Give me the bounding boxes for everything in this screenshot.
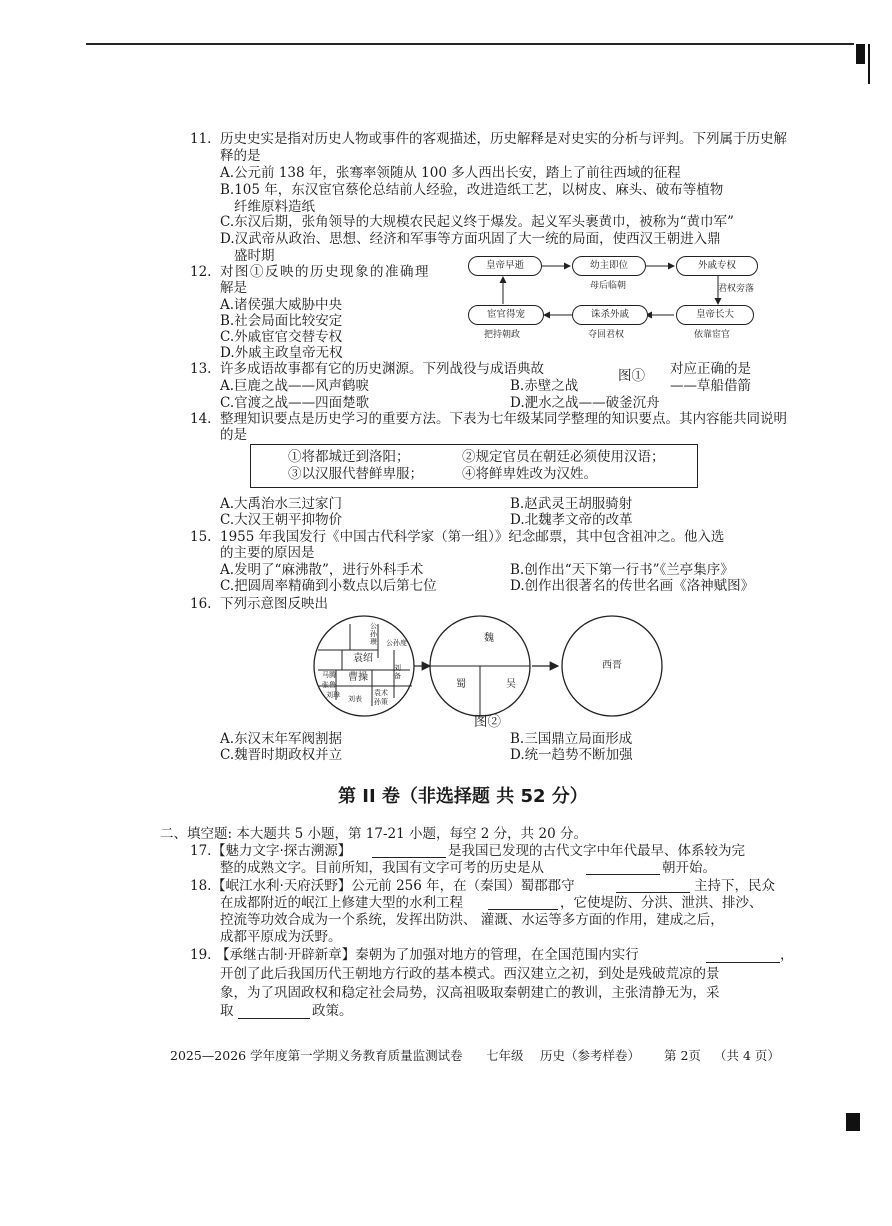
q15-option-c[interactable]: C.把圆周率精确到小数点以后第七位 xyxy=(220,578,437,594)
q14-stem-cont: 的是 xyxy=(220,427,247,443)
figure1-label-regency: 母后临朝 xyxy=(590,281,627,291)
q15-option-d[interactable]: D.创作出很著名的传世名画《洛神赋图》 xyxy=(510,578,755,594)
part2-heading: 二、填空题: 本大题共 5 小题，第 17-21 小题，每空 2 分，共 20 分。 xyxy=(160,826,587,842)
q19-line2: 开创了此后我国历代王朝地方行政的基本模式。西汉建立之初，到处是残破荒凉的景 xyxy=(220,966,720,982)
q18-line1a: 【岷江水利·天府沃野】公元前 256 年，在（秦国）蜀郡郡守 xyxy=(212,878,575,894)
figure2-sunce: 孙策 xyxy=(374,698,388,706)
q18-number: 18. xyxy=(190,878,212,894)
figure1-node-eunuch-favored: 宦官得宠 xyxy=(468,305,544,325)
q16-option-a[interactable]: A.东汉末年军阀割据 xyxy=(220,731,343,747)
q13-option-a[interactable]: A.巨鹿之战——风声鹤唳 xyxy=(220,378,370,394)
registration-mark-top xyxy=(856,44,865,64)
figure2-label: 图② xyxy=(474,714,501,730)
footer-exam-title: 2025—2026 学年度第一学期义务教育质量监测试卷 xyxy=(170,1048,463,1063)
footer-page-number: 第 2页 xyxy=(664,1048,701,1063)
figure2-yuanshao: 袁绍 xyxy=(353,653,373,664)
figure2-liuzhang: 刘璋 xyxy=(326,691,340,699)
figure1-label-power-lost: 君权旁落 xyxy=(718,284,755,294)
q12-option-c[interactable]: C.外戚宦官交替专权 xyxy=(220,329,343,345)
q14-option-c[interactable]: C.大汉王朝平抑物价 xyxy=(220,512,343,528)
q12-number: 12. xyxy=(190,264,212,280)
q11-option-c[interactable]: C.东汉后期，张角领导的大规模农民起义终于爆发。起义军头裹黄巾，被称为“黄巾军” xyxy=(220,214,734,230)
figure1-node-kill-consort-clan: 诛杀外戚 xyxy=(572,305,648,325)
q15-option-a[interactable]: A.发明了“麻沸散”，进行外科手术 xyxy=(220,562,424,578)
q11-option-b[interactable]: B.105 年，东汉宦官蔡伦总结前人经验，改进造纸工艺，以树皮、麻头、破布等植物 xyxy=(220,182,724,198)
top-rule xyxy=(86,43,854,45)
q11-number: 11. xyxy=(190,131,212,147)
footer-grade: 七年级 xyxy=(486,1048,524,1063)
q11-option-d[interactable]: D.汉武帝从政治、思想、经济和军事等方面巩固了大一统的局面，使西汉王朝进入鼎 xyxy=(220,231,721,247)
figure1-node-emperor-early-death: 皇帝早逝 xyxy=(468,256,542,276)
figure2-shu: 蜀 xyxy=(456,679,466,690)
q12-option-b[interactable]: B.社会局面比较安定 xyxy=(220,313,343,329)
figure1-label-rely-eunuch: 依靠宦官 xyxy=(694,330,731,340)
registration-mark-bottom xyxy=(846,1113,860,1131)
q13-option-b[interactable]: B.赤壁之战 xyxy=(510,378,579,394)
q18-line2b: ，它使堤防、分洪、泄洪、排沙、 xyxy=(560,895,763,911)
q14-option-d[interactable]: D.北魏孝文帝的改革 xyxy=(510,512,633,528)
q15-option-b[interactable]: B.创作出“天下第一行书”《兰亭集序》 xyxy=(510,562,734,578)
q13-option-d[interactable]: D.淝水之战——破釜沉舟 xyxy=(510,395,660,411)
q13-option-c[interactable]: C.官渡之战——四面楚歌 xyxy=(220,395,370,411)
q19-line1a: 【承继古制·开辟新章】秦朝为了加强对地方的管理，在全国范围内实行 xyxy=(216,947,639,963)
q16-number: 16. xyxy=(190,596,212,612)
registration-mark-top-bar xyxy=(868,44,870,84)
q16-option-b[interactable]: B.三国鼎立局面形成 xyxy=(510,731,633,747)
figure1-label: 图① xyxy=(618,368,645,384)
figure2-mateng: 马腾 xyxy=(322,671,336,679)
figure2-yuanshu: 袁术 xyxy=(374,689,388,697)
q14-number: 14. xyxy=(190,411,212,427)
q14-option-a[interactable]: A.大禹治水三过家门 xyxy=(220,496,343,512)
figure1-label-regain-power: 夺回君权 xyxy=(588,330,625,340)
q14-point-1: ①将都城迁到洛阳； xyxy=(288,449,410,465)
q19-line4a: 取 xyxy=(220,1003,234,1019)
q19-line4b: 政策。 xyxy=(312,1003,353,1019)
q13-option-b-end: ——草船借箭 xyxy=(670,378,751,394)
q17-line1a: 【魅力文字·探古溯源】 xyxy=(212,843,352,859)
q15-stem: 1955 年我国发行《中国古代科学家（第一组）》纪念邮票，其中包含祖冲之。他入选 xyxy=(220,529,725,545)
q17-blank-1[interactable] xyxy=(372,857,446,858)
figure2-liubei: 刘备 xyxy=(394,664,401,680)
q17-blank-2[interactable] xyxy=(586,874,660,875)
q11-option-a[interactable]: A.公元前 138 年，张骞率领随从 100 多人西出长安，踏上了前往西域的征程 xyxy=(220,165,681,181)
figure2-liubiao: 刘表 xyxy=(348,695,362,703)
q12-stem-cont: 解是 xyxy=(220,280,247,296)
q18-line2a: 在成都附近的岷江上修建大型的水利工程 xyxy=(220,895,463,911)
q19-number: 19. xyxy=(190,947,212,963)
q14-option-b[interactable]: B.赵武灵王胡服骑射 xyxy=(510,496,633,512)
q19-blank-1[interactable] xyxy=(706,962,780,963)
q15-stem-cont: 的主要的原因是 xyxy=(220,545,315,561)
q17-line2a: 整的成熟文字。目前所知，我国有文字可考的历史是从 xyxy=(220,860,544,876)
figure2-gongsunzan: 公孙瓒 xyxy=(370,622,377,646)
q18-line4: 成都平原成为沃野。 xyxy=(220,929,342,945)
q18-line3: 控流等功效合成为一个系统，发挥出防洪、 灌溉、水运等多方面的作用，建成之后， xyxy=(220,912,724,928)
section2-title: 第 II 卷（非选择题 共 52 分） xyxy=(338,786,588,807)
figure2-wu: 吴 xyxy=(506,679,516,690)
q18-line1b: 主持下，民众 xyxy=(694,878,775,894)
q11-option-d-cont: 盛时期 xyxy=(234,248,275,264)
figure2-caocao: 曹操 xyxy=(348,672,368,683)
q12-option-a[interactable]: A.诸侯强大威胁中央 xyxy=(220,297,343,313)
figure2-wei: 魏 xyxy=(484,633,494,644)
q12-stem: 对图①反映的历史现象的准确理 xyxy=(220,264,430,280)
q14-point-3: ③以汉服代替鲜卑服； xyxy=(288,466,423,482)
q16-stem: 下列示意图反映出 xyxy=(220,596,328,612)
figure2-zhanglu: 张鲁 xyxy=(322,681,336,689)
footer-total-pages: （共 4 页） xyxy=(714,1048,780,1063)
footer-subject: 历史（参考样卷） xyxy=(540,1048,641,1063)
q13-number: 13. xyxy=(190,361,212,377)
q19-blank-2[interactable] xyxy=(238,1018,310,1019)
q11-stem: 历史史实是指对历史人物或事件的客观描述，历史解释是对史实的分析与评判。下列属于历史解 xyxy=(220,131,787,147)
q13-stem-end: 对应正确的是 xyxy=(670,361,751,377)
figure1-label-control-court: 把持朝政 xyxy=(484,330,521,340)
figure1-node-child-emperor: 幼主即位 xyxy=(572,256,646,276)
figure2-gongsundu: 公孙度 xyxy=(386,639,407,647)
q13-stem: 许多成语故事都有它的历史渊源。下列战役与成语典故 xyxy=(220,361,544,377)
q16-option-d[interactable]: D.统一趋势不断加强 xyxy=(510,747,633,763)
q19-line1b: ， xyxy=(780,947,794,963)
q11-option-b-cont: 纤维原料造纸 xyxy=(234,199,315,215)
q18-blank-1[interactable] xyxy=(616,892,690,893)
q17-number: 17. xyxy=(190,843,212,859)
figure2-western-jin: 西晋 xyxy=(602,660,622,671)
q17-line1b: 是我国已发现的古代文字中年代最早、体系较为完 xyxy=(448,843,745,859)
figure1-node-emperor-grows-up: 皇帝长大 xyxy=(676,305,754,325)
q16-option-c[interactable]: C.魏晋时期政权并立 xyxy=(220,747,343,763)
q14-stem: 整理知识要点是历史学习的重要方法。下表为七年级某同学整理的知识要点。其内容能共同说明 xyxy=(220,411,787,427)
q14-point-4: ④将鲜卑姓改为汉姓。 xyxy=(462,466,597,482)
q12-option-d[interactable]: D.外戚主政皇帝无权 xyxy=(220,345,343,361)
q18-blank-2[interactable] xyxy=(488,909,558,910)
figure1-node-consort-clan-power: 外戚专权 xyxy=(676,256,758,276)
q19-line3: 象，为了巩固政权和稳定社会局势，汉高祖吸取秦朝建亡的教训，主张清静无为，采 xyxy=(220,985,720,1001)
q14-point-2: ②规定官员在朝廷必须使用汉语； xyxy=(462,449,665,465)
q15-number: 15. xyxy=(190,529,212,545)
q17-line2b: 朝开始。 xyxy=(662,860,716,876)
q11-stem-cont: 释的是 xyxy=(220,148,261,164)
